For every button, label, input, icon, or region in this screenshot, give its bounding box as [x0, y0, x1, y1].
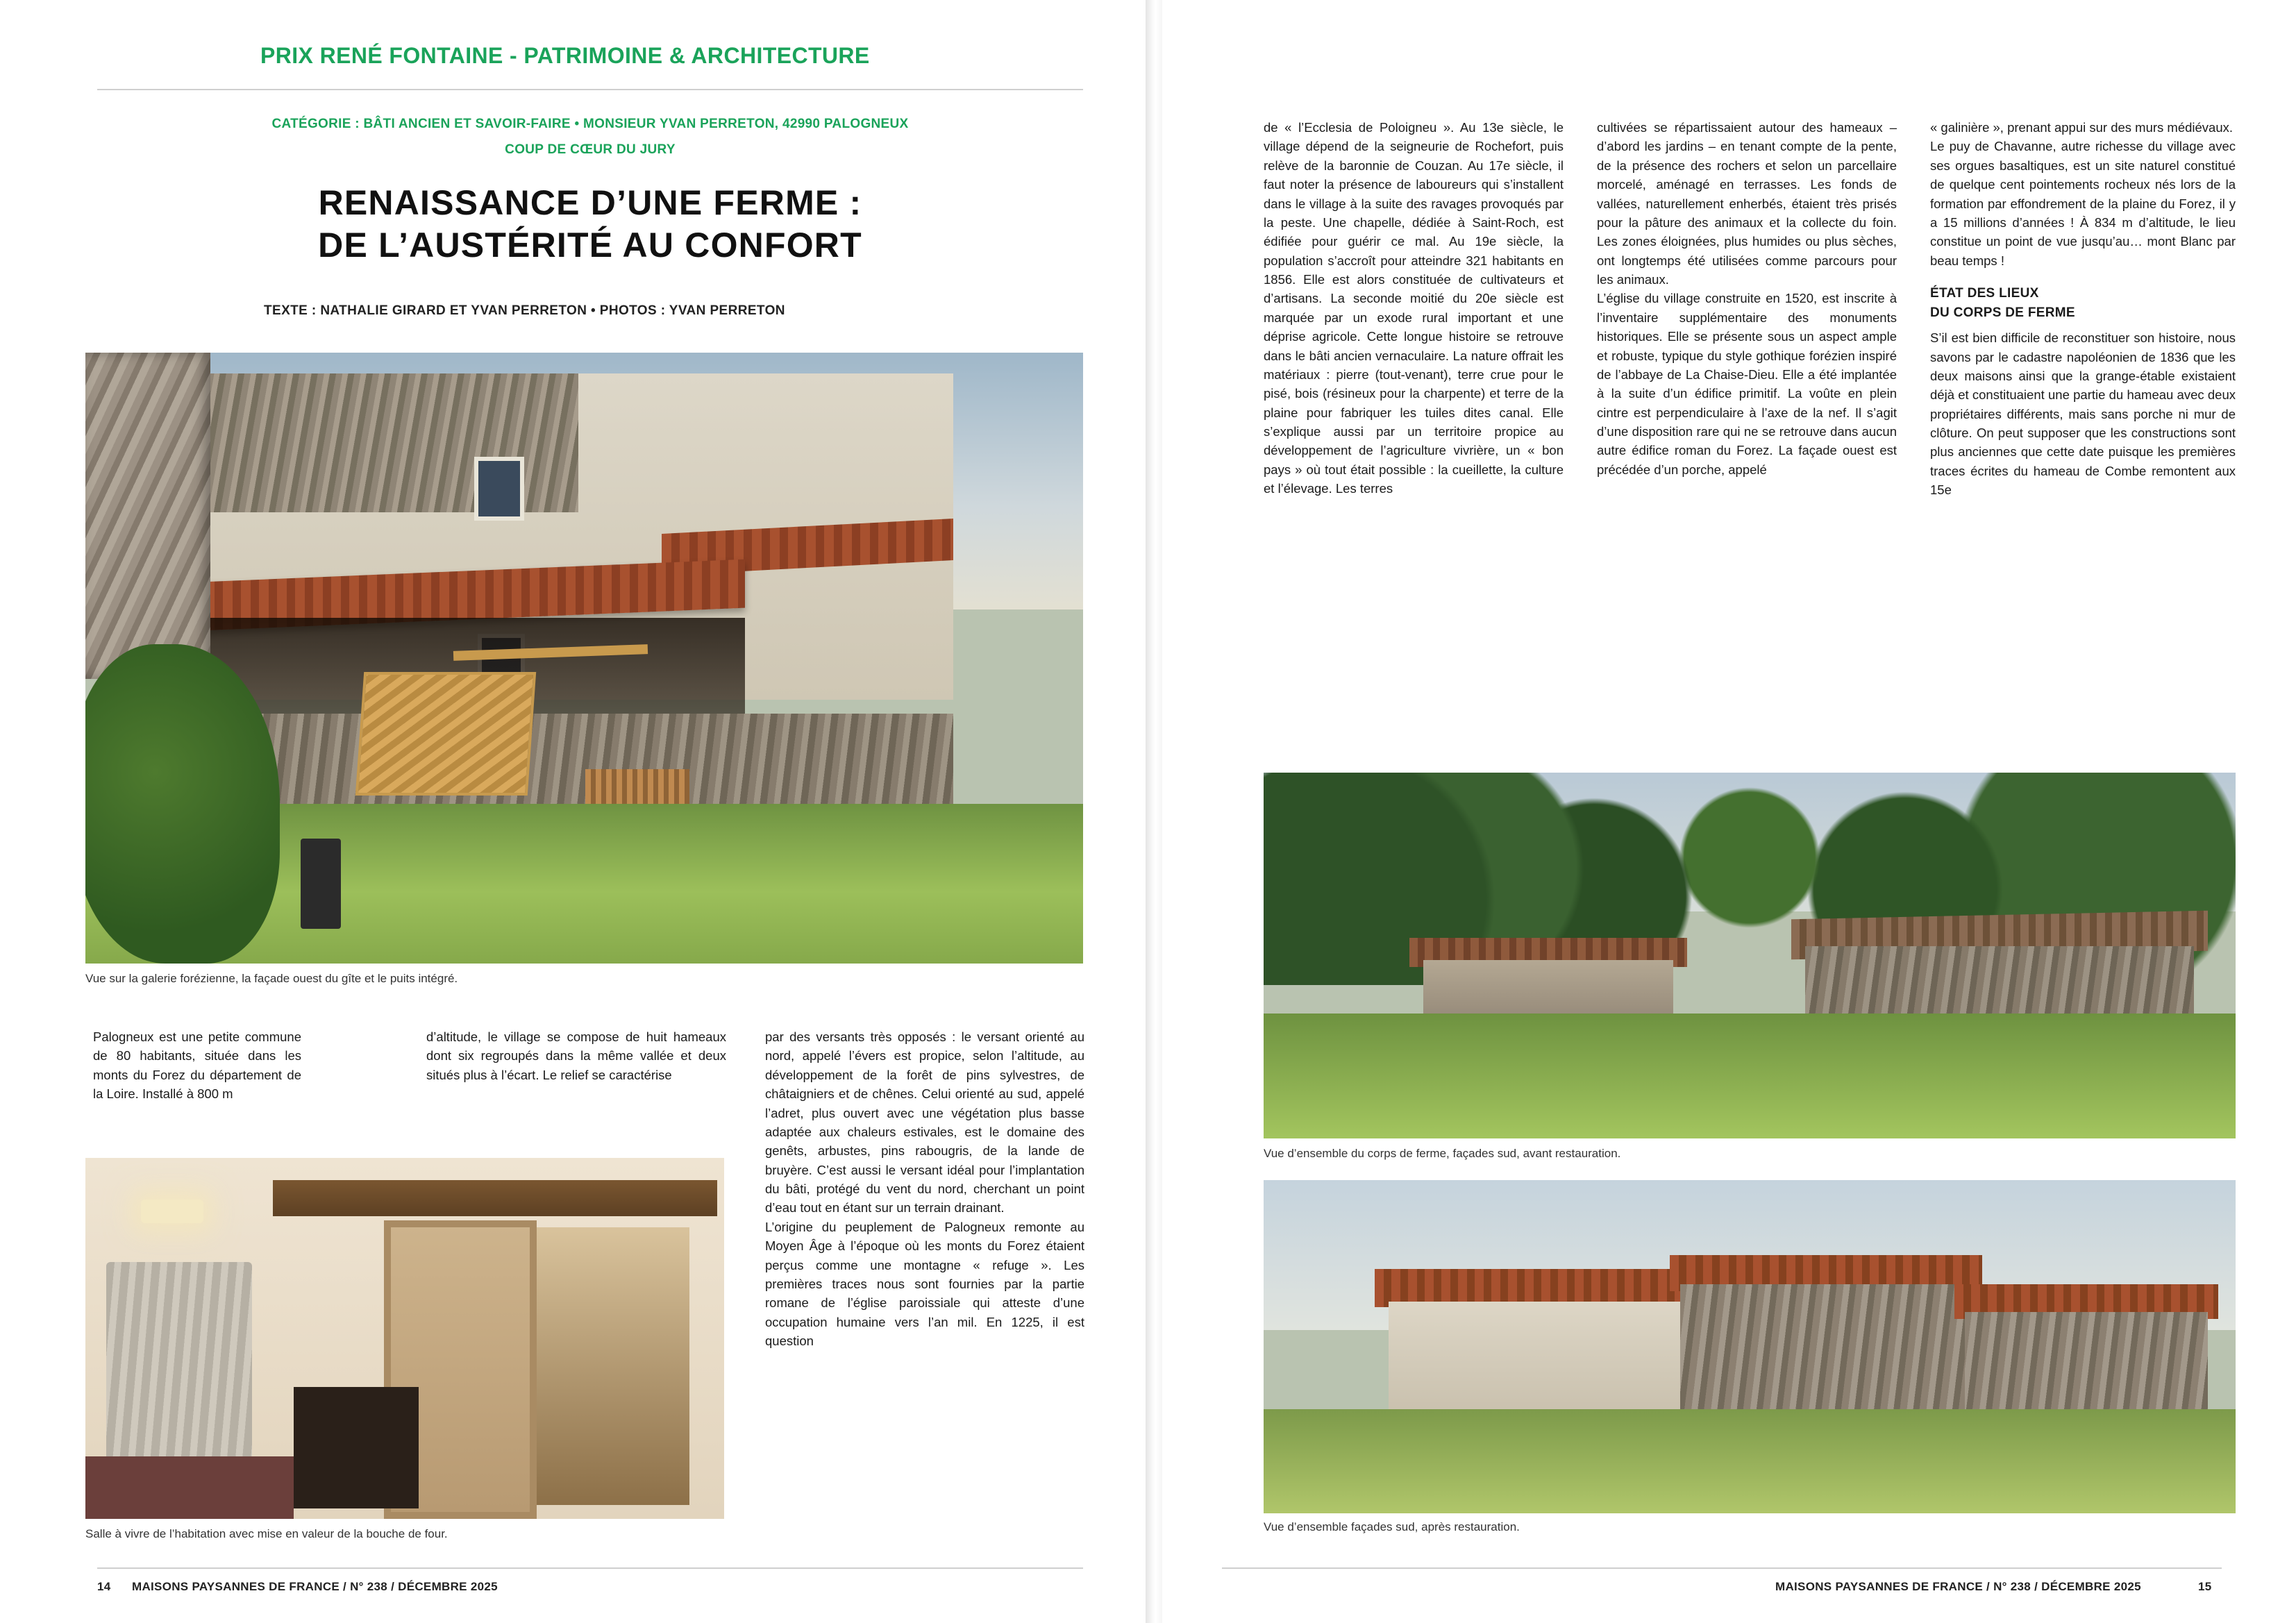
article-credits: TEXTE : NATHALIE GIRARD ET YVAN PERRETON • PHOTOS : YVAN PERRETON [264, 303, 785, 318]
footer-text-right: MAISONS PAYSANNES DE FRANCE / N° 238 / DÉCEMBRE 2025 [1775, 1580, 2141, 1593]
paragraph: « galinière », prenant appui sur des murs médiévaux. [1930, 120, 2234, 135]
photo1-window-upper [474, 457, 524, 521]
photo2-wall-lamp [141, 1200, 203, 1223]
prize-title: PRIX RENÉ FONTAINE - PATRIMOINE & ARCHITECTURE [260, 43, 870, 68]
photo2-staircase [530, 1227, 689, 1505]
body-column-left-1 [93, 1027, 301, 1104]
photo3-meadow [1264, 1014, 2236, 1138]
page-number-left: 14 [97, 1580, 111, 1593]
photo-farm-after-restoration [1264, 1180, 2236, 1513]
photo-farm-after-restoration-caption: Vue d’ensemble façades sud, après restauration. [1264, 1520, 1520, 1533]
subheading-line-2: DU CORPS DE FERME [1930, 305, 2075, 321]
paragraph: L’église du village construite en 1520, est inscrite à l’inventaire supplémentaire des monuments historiques. Elle se présente sous un aspect ample et robuste, typique du style gothique forézien inspiré de l’abbaye de La Chaise-Dieu. Elle a été implantée à la suite d’un édifice primitif. La voûte en plein cintre est perpendiculaire à l’axe de la nef. Il s’agit d’une disposition rare qui ne se retrouve dans aucun autre édifice roman du Forez. La façade ouest est précédée d’un porche, appelé [1597, 291, 1897, 477]
headline-line-1: RENAISSANCE D’UNE FERME : [318, 183, 862, 222]
photo-farm-west-facade [85, 353, 1083, 964]
header-divider [97, 89, 1083, 90]
photo4-building1 [1389, 1302, 1694, 1416]
photo4-meadow [1264, 1409, 2236, 1513]
paragraph: de « l’Ecclesia de Poloigneu ». Au 13e siècle, le village dépend de la seigneurie de Rochefort, puis relève de la baronnie de Couzan. Au 17e siècle, il faut noter la présence de laboureurs qui s’installent dans le village à la suite des ravages provoqués par la peste. Une chapelle, dédiée à Saint-Roch, est édifiée pour guérir ce mal. Au 19e siècle, la population s’accroît pour atteindre 321 habitants en 1856. Elle est alors constituée de cultivateurs et d’artisans. La seconde moitié du 20e siècle est marquée par un exode rural important et une déprise agricole. Cette longue histoire se retrouve dans le bâti ancien vernaculaire. La nature offrait les matériaux : pierre (tout-venant), terre crue pour le pisé, bois (résineux pour la charpente) et terre de la plaine pour fabriquer les tuiles dites canal. Elle s’explique aussi par un territoire propice au développement de l’agriculture vivrière, un « bon pays » où tout était possible : la cueillette, la culture et l’élevage. Les terres [1264, 120, 1564, 496]
footer-divider-right [1222, 1567, 2222, 1569]
photo4-building3 [1965, 1312, 2208, 1423]
paragraph: d’altitude, le village se compose de huit hameaux dont six regroupés dans la même vallée et deux situés plus à l’écart. Le relief se caractérise [426, 1029, 726, 1082]
paragraph: Palogneux est une petite commune de 80 habitants, située dans les monts du Forez du département de la Loire. Installé à 800 m [93, 1029, 301, 1102]
photo2-rug [85, 1456, 294, 1519]
photo-farm-before-restoration-caption: Vue d’ensemble du corps de ferme, façades sud, avant restauration. [1264, 1147, 1621, 1160]
body-column-right-3 [1930, 118, 2236, 500]
paragraph: cultivées se répartissaient autour des hameaux – d’abord les jardins – en tenant compte de la pente, de la présence des rochers et selon un parcellaire morcelé, aménagé en terrasses. Les fonds de vallées, naturellement enherbés, étaient très prisés pour la pâture des animaux et la collecte du foin. Les zones éloignées, plus humides ou plus sèches, ont longtemps été utilisées comme parcours pour les animaux. [1597, 120, 1897, 287]
photo-farm-west-facade-caption: Vue sur la galerie forézienne, la façade ouest du gîte et le puits intégré. [85, 972, 458, 985]
photo2-ceiling-beam [273, 1180, 717, 1216]
photo-farm-before-restoration [1264, 773, 2236, 1138]
footer-divider-left [97, 1567, 1083, 1569]
paragraph: Le puy de Chavanne, autre richesse du village avec ses orgues basaltiques, est un site naturel constitué de quelque cent pointements rocheux nés lors de la formation par effondrement de la plaine du Forez, il y a 15 millions d’années ! À 834 m d’altitude, le lieu constitue un point de vue jusqu’au… mont Blanc par beau temps ! [1930, 139, 2236, 268]
paragraph: par des versants très opposés : le versant orienté au nord, appelé l’évers est propice, selon l’altitude, au développement de la forêt de pins sylvestres, de châtaigniers et de chênes. Celui orienté au sud, appelé l’adret, plus ouvert avec une végétation plus basse adaptée aux chaleurs estivales, est le domaine des genêts, arbustes, pins rabougris, de la lande de bruyère. C’est aussi le versant idéal pour l’implantation du bâti, protégé du vent du nord, cherchant un point d’eau tout en étant sur un terrain drainant. [765, 1029, 1084, 1216]
article-headline [97, 182, 1083, 267]
page-number-right: 15 [2198, 1580, 2212, 1593]
body-column-right-2 [1597, 118, 1897, 479]
section-subheading [1930, 284, 2236, 323]
photo1-lantern [301, 839, 341, 929]
jury-award-line: COUP DE CŒUR DU JURY [505, 142, 676, 157]
category-line: CATÉGORIE : BÂTI ANCIEN ET SAVOIR-FAIRE • MONSIEUR YVAN PERRETON, 42990 PALOGNEUX [271, 117, 909, 131]
body-column-left-2 [426, 1027, 726, 1084]
photo4-building2 [1680, 1284, 1972, 1423]
paragraph: L’origine du peuplement de Palogneux remonte au Moyen Âge à l’époque où les monts du Forez étaient perçus comme une montagne « refuge ». Les premières traces nous sont fournies par la partie romane de l’église paroissiale qui atteste d’une occupation humaine vers l’an mil. En 1225, il est question [765, 1219, 1084, 1348]
body-column-right-1 [1264, 118, 1564, 498]
headline-line-2: DE L’AUSTÉRITÉ AU CONFORT [318, 226, 862, 264]
paragraph: S’il est bien difficile de reconstituer son histoire, nous savons par le cadastre napoléonien de 1836 que les deux maisons ainsi que la grange-étable existaient déjà et constituaient une partie du hameau avec deux propriétaires différents, mais sans porche ni mur de clôture. On peut supposer que les constructions sont plus anciennes que cette date puisque les premières traces écrites du hameau de Combe remontent aux 15e [1930, 330, 2236, 498]
photo1-left-wall [85, 353, 210, 679]
footer-text-left: MAISONS PAYSANNES DE FRANCE / N° 238 / DÉCEMBRE 2025 [132, 1580, 498, 1593]
photo-living-room-caption: Salle à vivre de l’habitation avec mise en valeur de la bouche de four. [85, 1527, 448, 1540]
photo-living-room [85, 1158, 724, 1519]
page-gutter [1146, 0, 1162, 1623]
body-column-left-3 [765, 1027, 1084, 1350]
photo1-wooden-stairs [355, 672, 536, 796]
photo2-stone-oven-mouth [106, 1262, 252, 1470]
photo2-dark-recess [294, 1387, 419, 1508]
subheading-line-1: ÉTAT DES LIEUX [1930, 286, 2039, 301]
